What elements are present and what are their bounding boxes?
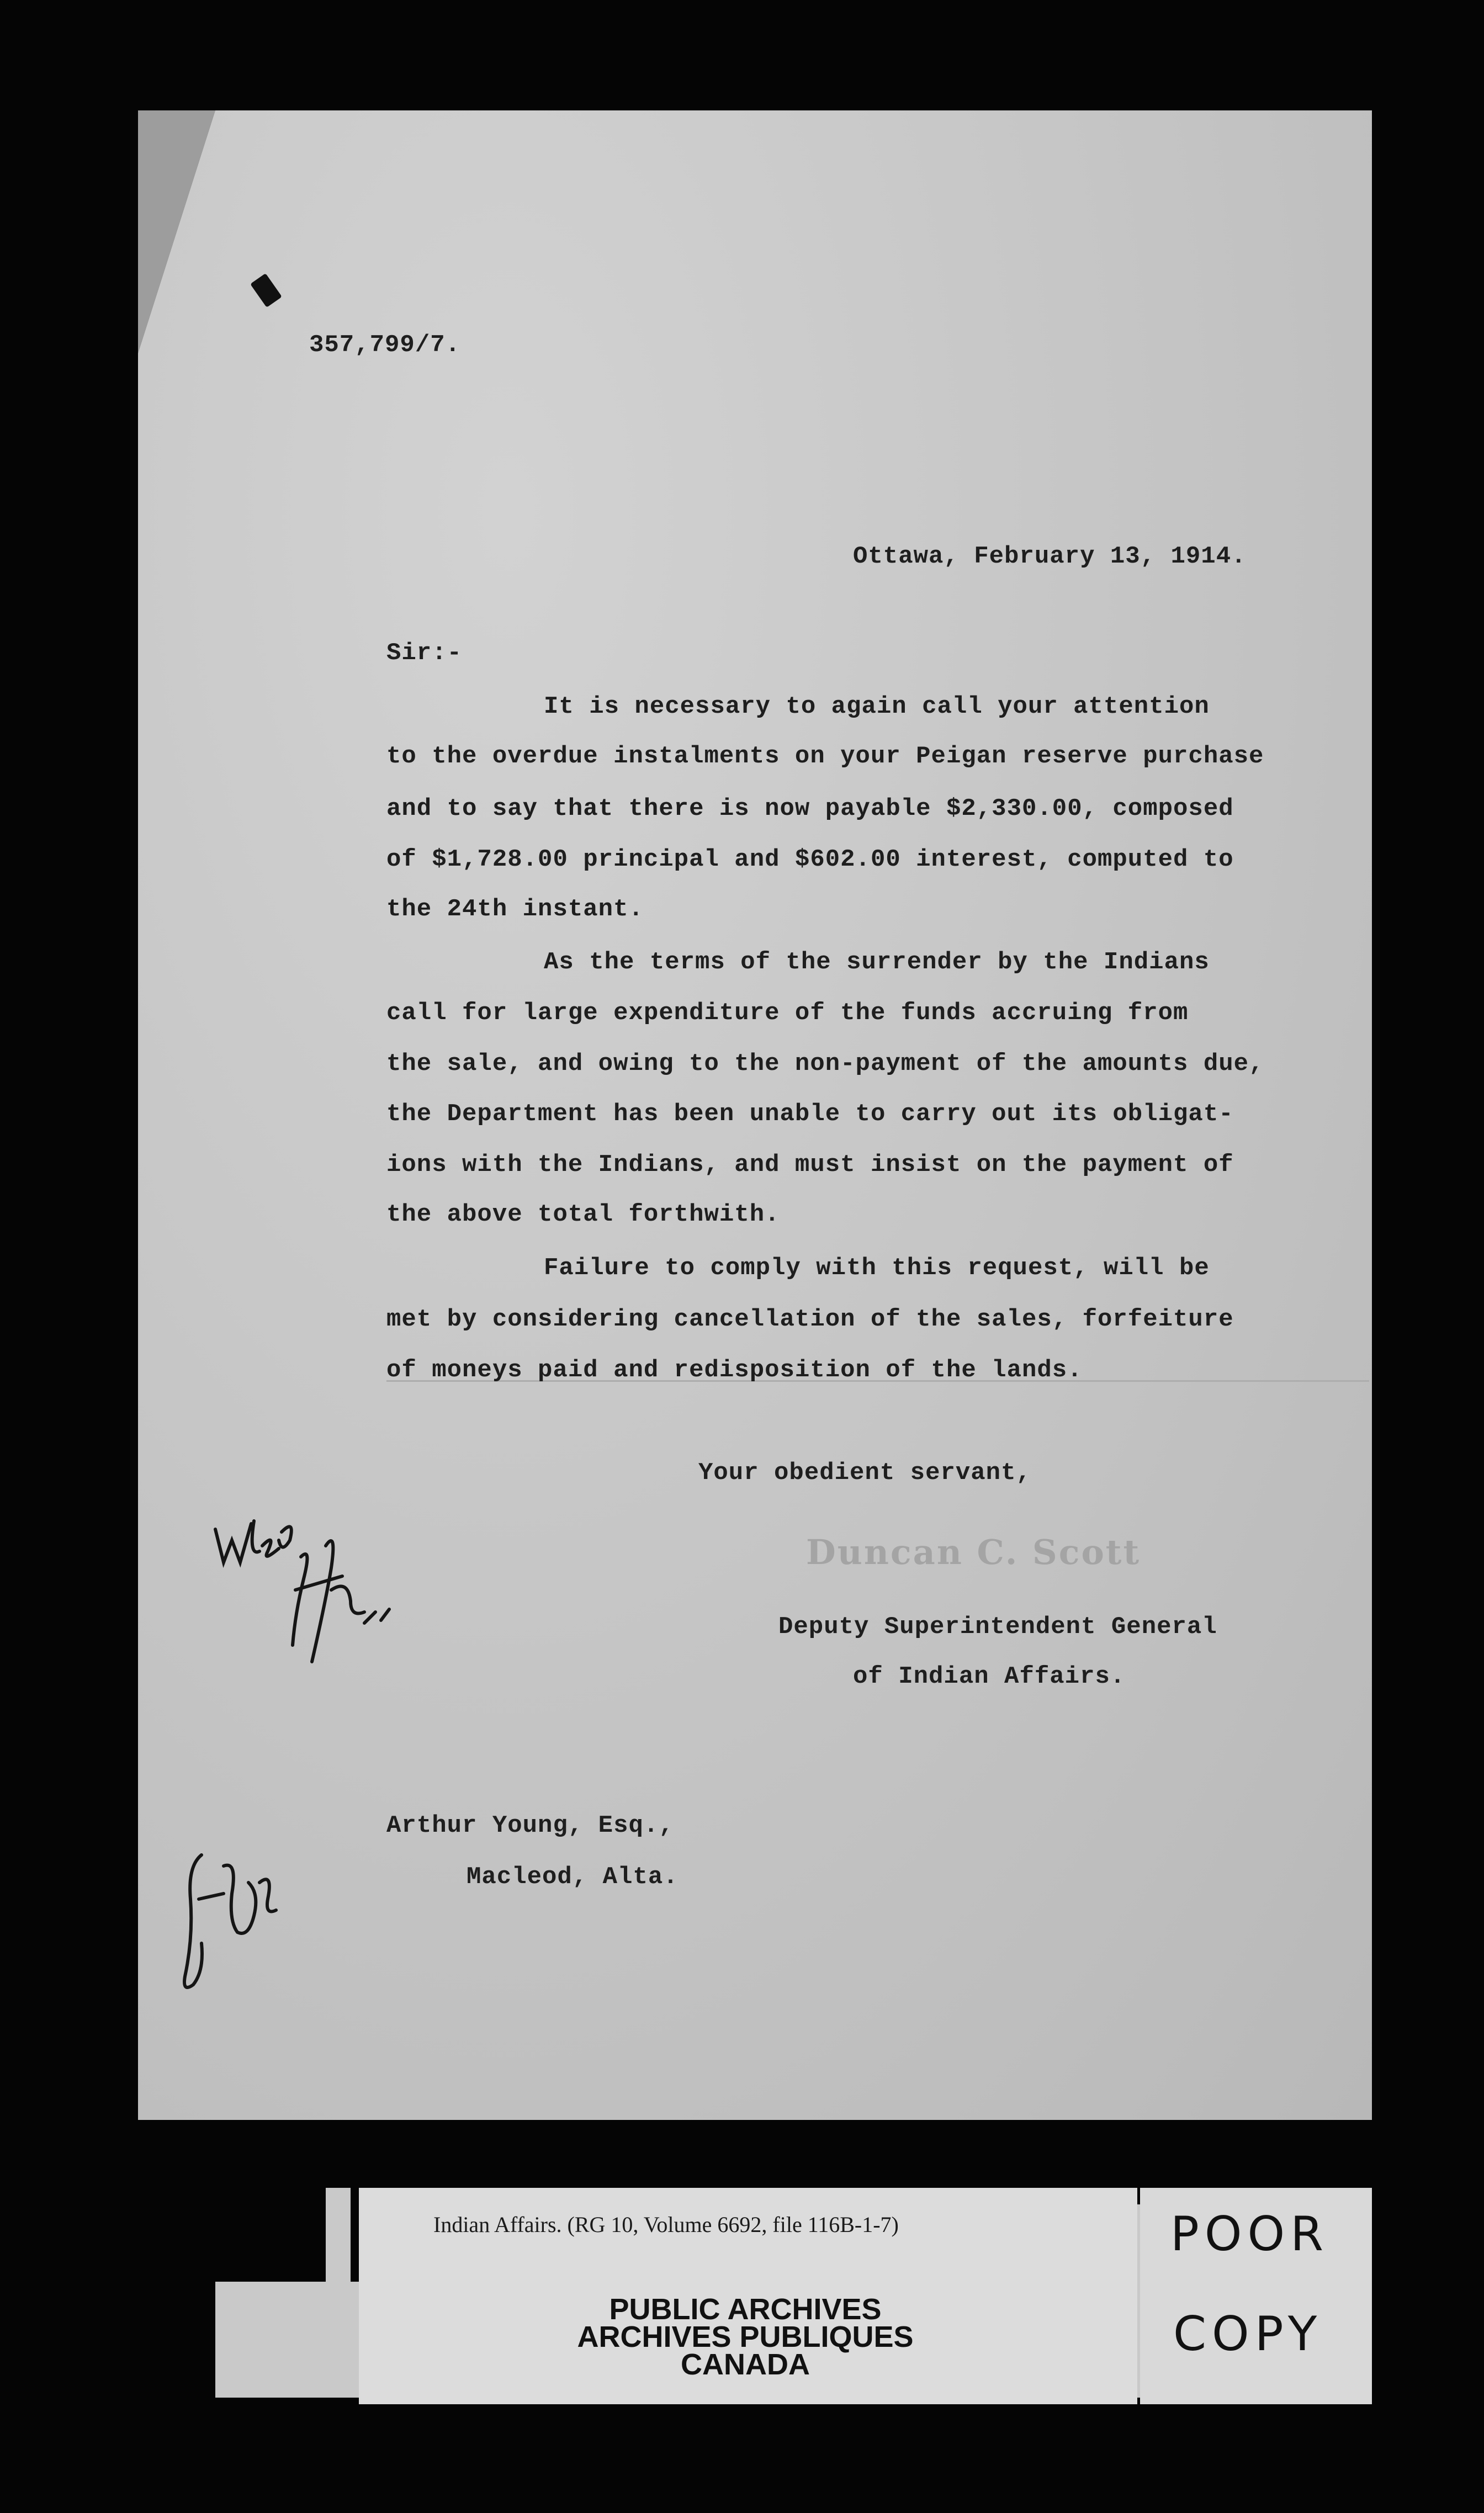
- dateline: Ottawa, February 13, 1914.: [853, 543, 1247, 570]
- body-line: the 24th instant.: [386, 895, 644, 923]
- body-line: As the terms of the surrender by the Indians: [544, 948, 1210, 976]
- body-line: the Department has been unable to carry out its obligat-: [386, 1100, 1234, 1128]
- body-line: met by considering cancellation of the sales, forfeiture: [386, 1306, 1234, 1333]
- salutation: Sir:-: [386, 639, 463, 667]
- body-line: Failure to comply with this request, will be: [544, 1254, 1210, 1282]
- handwritten-initials: [171, 1833, 298, 2004]
- body-line: ions with the Indians, and must insist on the payment of: [386, 1151, 1234, 1179]
- body-line: to the overdue instalments on your Peigan reserve purchase: [386, 743, 1264, 770]
- body-line: and to say that there is now payable $2,330.00, composed: [386, 795, 1234, 823]
- addressee-place: Macleod, Alta.: [467, 1863, 679, 1891]
- handwritten-note: COPY: [1173, 2307, 1323, 2362]
- signer-title: of Indian Affairs.: [853, 1663, 1126, 1690]
- label-tab: [326, 2188, 351, 2282]
- body-line: call for large expenditure of the funds accruing from: [386, 999, 1189, 1027]
- archive-reference: Indian Affairs. (RG 10, Volume 6692, file 116B-1-7): [433, 2212, 899, 2237]
- file-number: 357,799/7.: [309, 331, 461, 359]
- body-line: the above total forthwith.: [386, 1201, 780, 1228]
- body-line: It is necessary to again call your attention: [544, 693, 1210, 720]
- body-line: of moneys paid and redisposition of the lands.: [386, 1356, 1083, 1384]
- closing: Your obedient servant,: [698, 1459, 1031, 1487]
- handwritten-initials: [199, 1480, 431, 1728]
- archive-name-en: PUBLIC ARCHIVES: [609, 2293, 882, 2326]
- body-line: the sale, and owing to the non-payment of the amounts due,: [386, 1050, 1264, 1078]
- archive-country: CANADA: [681, 2348, 810, 2381]
- signer-title: Deputy Superintendent General: [778, 1613, 1217, 1641]
- body-line: of $1,728.00 principal and $602.00 interest, computed to: [386, 846, 1234, 873]
- signature-stamp: Duncan C. Scott: [806, 1532, 1141, 1572]
- archive-name-fr: ARCHIVES PUBLIQUES: [577, 2320, 914, 2353]
- handwritten-note: POOR: [1170, 2207, 1329, 2262]
- addressee-name: Arthur Young, Esq.,: [386, 1812, 674, 1839]
